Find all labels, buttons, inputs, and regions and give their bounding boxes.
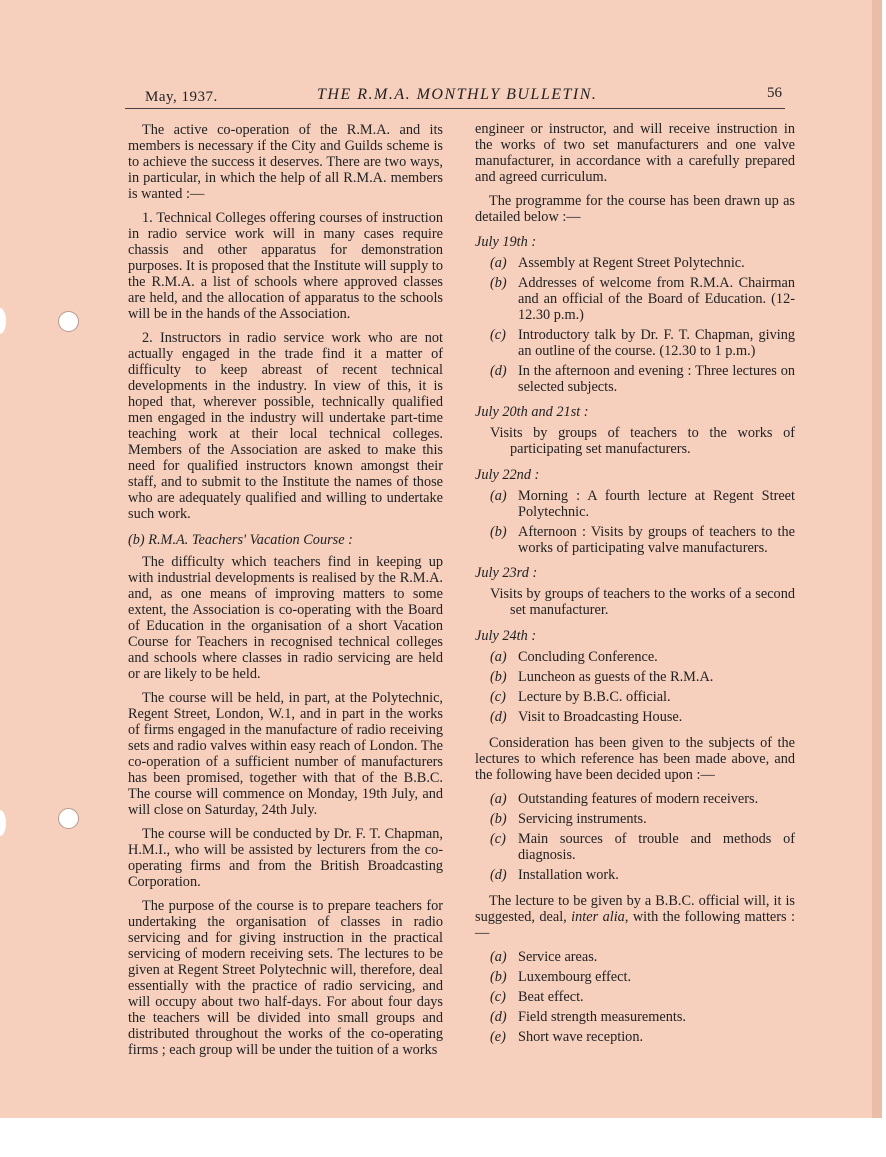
programme-item: Visits by groups of teachers to the works of participating set manufacturers.: [490, 425, 795, 457]
programme-item: (a) Morning : A fourth lecture at Regent Street Polytechnic.: [490, 488, 795, 520]
paragraph: The lecture to be given by a B.B.C. official will, it is suggested, deal, inter alia, with the following matters :—: [475, 893, 795, 941]
paragraph: The active co-operation of the R.M.A. and its members is necessary if the City and Guilds scheme is to achieve the success it deserves. There are two ways, in particular, in which the help of all R.M.A. members is wanted :—: [128, 122, 443, 202]
paragraph: The course will be conducted by Dr. F. T. Chapman, H.M.I., who will be assisted by lecturers from the co-operating firms and from the British Broadcasting Corporation.: [128, 826, 443, 890]
programme-date: July 20th and 21st :: [475, 404, 589, 420]
subject-item: (b) Servicing instruments.: [490, 811, 647, 827]
matter-item: (e) Short wave reception.: [490, 1029, 644, 1045]
programme-date: July 22nd :: [475, 467, 540, 483]
paragraph: The difficulty which teachers find in keeping up with industrial developments is realised by the R.M.A. and, as one means of improving matters to some extent, the Association is co-operating with the Board of Education in the organisation of a short Vacation Course for Teachers in recognised technical colleges and schools where classes in radio servicing are held or are likely to be held.: [128, 554, 443, 682]
programme-date: July 24th :: [475, 628, 537, 644]
programme-item: (d) Visit to Broadcasting House.: [490, 709, 683, 725]
left-column: [128, 122, 443, 1066]
page-number: 56: [767, 85, 782, 101]
programme-date: July 19th :: [475, 234, 537, 250]
matter-item: (d) Field strength measurements.: [490, 1009, 686, 1025]
programme-item: (b) Addresses of welcome from R.M.A. Chairman and an official of the Board of Education. (12-12.30 p.m.): [490, 275, 795, 323]
matter-item: (c) Beat effect.: [490, 989, 584, 1005]
programme-date: July 23rd :: [475, 565, 538, 581]
programme-item: (b) Luncheon as guests of the R.M.A.: [490, 669, 714, 685]
programme-item: (b) Afternoon : Visits by groups of teachers to the works of participating valve manufacturers.: [490, 524, 795, 556]
programme-item: Visits by groups of teachers to the works of a second set manufacturer.: [490, 586, 795, 618]
punch-hole: [58, 808, 79, 829]
programme-item: (a) Concluding Conference.: [490, 649, 658, 665]
section-subheading: (b) R.M.A. Teachers' Vacation Course :: [128, 532, 353, 548]
subject-item: (c) Main sources of trouble and methods of diagnosis.: [490, 831, 795, 863]
matter-item: (a) Service areas.: [490, 949, 598, 965]
programme-item: (c) Introductory talk by Dr. F. T. Chapman, giving an outline of the course. (12.30 to 1 p.m.): [490, 327, 795, 359]
paragraph: 1. Technical Colleges offering courses of instruction in radio service work will in many cases require chassis and other apparatus for demonstration purposes. It is proposed that the Institute will supply to the R.M.A. a list of schools where approved classes are held, and the allocation of apparatus to the schools will be in the hands of the Association.: [128, 210, 443, 322]
publication-title: THE R.M.A. MONTHLY BULLETIN.: [317, 86, 598, 103]
paragraph: 2. Instructors in radio service work who are not actually engaged in the trade find it a matter of difficulty to keep abreast of recent technical developments in the industry. In view of this, it is hoped that, wherever possible, technically qualified men engaged in the industry will undertake part-time teaching work at their local technical colleges. Members of the Association are asked to make this need for qualified instructors known amongst their staff, and to submit to the Institute the names of those who are adequately qualified and willing to undertake such work.: [128, 330, 443, 522]
punch-hole: [58, 311, 79, 332]
page-edge: [872, 0, 882, 1118]
page-edge-notch: [0, 308, 6, 334]
programme-item: (d) In the afternoon and evening : Three lectures on selected subjects.: [490, 363, 795, 395]
paragraph: The purpose of the course is to prepare teachers for undertaking the organisation of classes in radio servicing and for giving instruction in the practical servicing of modern receiving sets. The lectures to be given at Regent Street Polytechnic will, therefore, deal essentially with the practice of radio servicing, and will occupy about two half-days. For about four days the teachers will be divided into small groups and distributed throughout the works of the co-operating firms ; each group will be under the tuition of a works: [128, 898, 443, 1058]
right-column: [475, 121, 795, 1049]
header-rule: [125, 108, 785, 109]
running-header: [125, 83, 785, 109]
programme-item: (c) Lecture by B.B.C. official.: [490, 689, 671, 705]
paragraph: engineer or instructor, and will receive instruction in the works of two set manufacturers and one valve manufacturer, in accordance with a carefully prepared and agreed curriculum.: [475, 121, 795, 185]
matter-item: (b) Luxembourg effect.: [490, 969, 632, 985]
page-edge-notch: [0, 810, 6, 836]
paragraph: The course will be held, in part, at the Polytechnic, Regent Street, London, W.1, and in part in the works of firms engaged in the manufacture of radio receiving sets and radio valves within easy reach of London. The co-operation of a sufficient number of manufacturers has been promised, together with that of the B.B.C. The course will commence on Monday, 19th July, and will close on Saturday, 24th July.: [128, 690, 443, 818]
subject-item: (a) Outstanding features of modern receivers.: [490, 791, 759, 807]
programme-item: (a) Assembly at Regent Street Polytechnic.: [490, 255, 745, 271]
paragraph: The programme for the course has been drawn up as detailed below :—: [475, 193, 795, 225]
paragraph: Consideration has been given to the subjects of the lectures to which reference has been made above, and the following have been decided upon :—: [475, 735, 795, 783]
issue-date: May, 1937.: [145, 89, 218, 105]
subject-item: (d) Installation work.: [490, 867, 619, 883]
